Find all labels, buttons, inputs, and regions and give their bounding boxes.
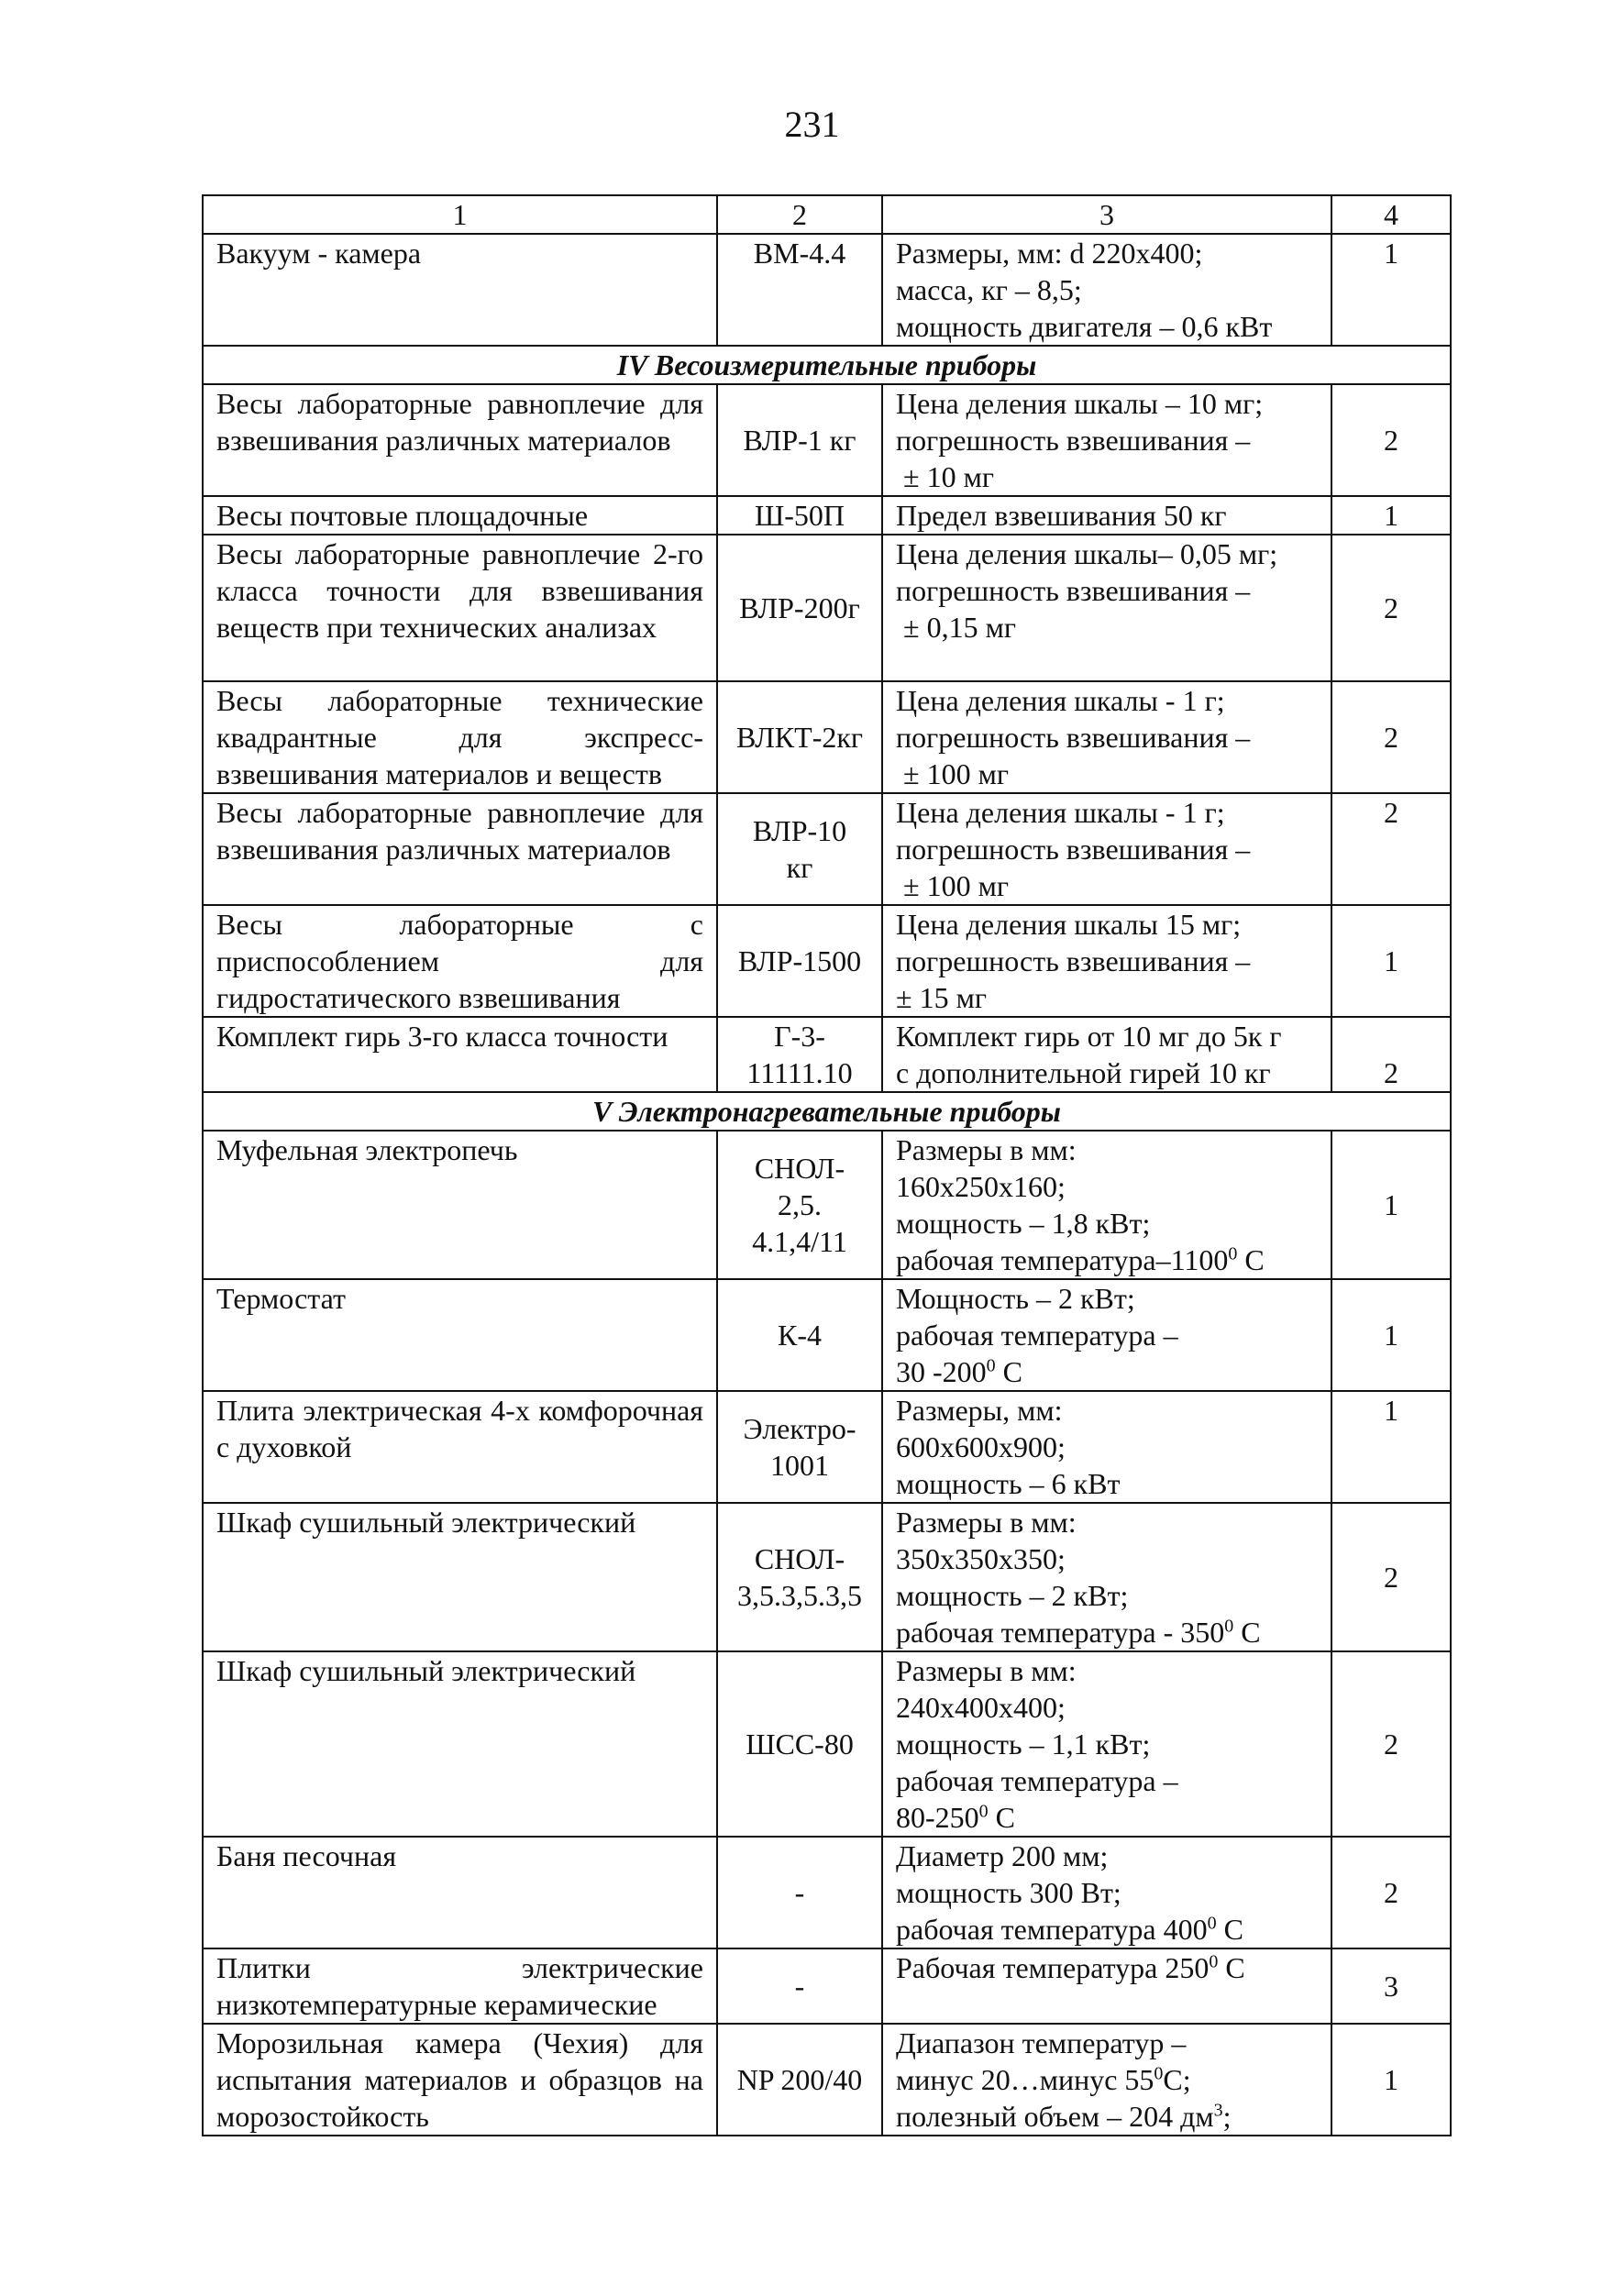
item-qty: 1 xyxy=(1331,905,1451,1017)
item-specs: Цена деления шкалы– 0,05 мг; погрешность взвешивания – ± 0,15 мг xyxy=(882,535,1331,681)
item-specs: Размеры в мм: 350х350х350; мощность – 2 кВт; рабочая температура - $350^0$ С xyxy=(882,1503,1331,1651)
item-qty: 3 xyxy=(1331,1948,1451,2024)
item-qty: 2 xyxy=(1331,384,1451,496)
item-specs: Цена деления шкалы - 1 г; погрешность взвешивания – ± 100 мг xyxy=(882,793,1331,905)
item-name: Плитки электрические низкотемпературные керамические xyxy=(203,1948,717,2024)
item-model: СНОЛ- 2,5. 4.1,4/11 xyxy=(717,1131,882,1279)
header-col-2: 2 xyxy=(717,195,882,234)
item-specs: Размеры, мм: d 220х400; масса, кг – 8,5; мощность двигателя – 0,6 кВт xyxy=(882,234,1331,346)
item-model: ВЛР-1 кг xyxy=(717,384,882,496)
item-specs: Размеры в мм: 240х400х400; мощность – 1,1 кВт; рабочая температура – $80-250^0$ С xyxy=(882,1651,1331,1837)
item-model: - xyxy=(717,1837,882,1948)
item-model: ШСС-80 xyxy=(717,1651,882,1837)
item-model: ВЛР-1500 xyxy=(717,905,882,1017)
item-name: Морозильная камера (Чехия) для испытания материалов и образцов на морозостойкость xyxy=(203,2024,717,2136)
item-model: Электро- 1001 xyxy=(717,1391,882,1503)
table-row xyxy=(203,2024,1451,2136)
item-model: ВЛКТ-2кг xyxy=(717,681,882,793)
section-row xyxy=(203,1092,1451,1131)
section-title: V Электронагревательные приборы xyxy=(203,1092,1451,1131)
item-name: Весы лабораторные равноплечие для взвешивания различных материалов xyxy=(203,384,717,496)
item-qty: 2 xyxy=(1331,793,1451,905)
item-qty: 2 xyxy=(1331,681,1451,793)
item-qty: 1 xyxy=(1331,1131,1451,1279)
item-specs: Мощность – 2 кВт; рабочая температура – 30 $-200^0$ С xyxy=(882,1279,1331,1391)
item-name: Весы лабораторные равноплечие 2-го класса точности для взвешивания веществ при технических анализах xyxy=(203,535,717,681)
item-specs: Предел взвешивания 50 кг xyxy=(882,496,1331,535)
table-row xyxy=(203,234,1451,346)
item-specs: Комплект гирь от 10 мг до 5к г с дополнительной гирей 10 кг xyxy=(882,1017,1331,1092)
item-name: Баня песочная xyxy=(203,1837,717,1948)
item-model: Ш-50П xyxy=(717,496,882,535)
header-col-1: 1 xyxy=(203,195,717,234)
table-row xyxy=(203,793,1451,905)
table-row xyxy=(203,1503,1451,1651)
section-row xyxy=(203,346,1451,384)
item-specs: Цена деления шкалы – 10 мг; погрешность взвешивания – ± 10 мг xyxy=(882,384,1331,496)
item-qty: 2 xyxy=(1331,1837,1451,1948)
item-name: Весы почтовые площадочные xyxy=(203,496,717,535)
item-qty: 1 xyxy=(1331,2024,1451,2136)
item-specs: Цена деления шкалы - 1 г; погрешность взвешивания – ± 100 мг xyxy=(882,681,1331,793)
item-model: ВЛР-10 кг xyxy=(717,793,882,905)
table-row xyxy=(203,905,1451,1017)
item-name: Весы лабораторные технические квадрантные для экспресс-взвешивания материалов и веществ xyxy=(203,681,717,793)
header-row xyxy=(203,195,1451,234)
item-qty: 2 xyxy=(1331,1503,1451,1651)
table-row xyxy=(203,1651,1451,1837)
item-model: - xyxy=(717,1948,882,2024)
item-model: ВЛР-200г xyxy=(717,535,882,681)
item-specs: Рабочая температура $250^0$ С xyxy=(882,1948,1331,2024)
table-row xyxy=(203,1017,1451,1092)
section-title: IV Весоизмерительные приборы xyxy=(203,346,1451,384)
equipment-table xyxy=(202,194,1452,2136)
item-qty: 2 xyxy=(1331,1651,1451,1837)
item-name: Термостат xyxy=(203,1279,717,1391)
table-row xyxy=(203,1948,1451,2024)
page-number: 231 xyxy=(784,104,840,145)
table-row xyxy=(203,1391,1451,1503)
item-model: К-4 xyxy=(717,1279,882,1391)
item-name: Весы лабораторные с приспособлением для гидростатического взвешивания xyxy=(203,905,717,1017)
item-qty: 1 xyxy=(1331,234,1451,346)
item-qty: 1 xyxy=(1331,496,1451,535)
item-qty: 2 xyxy=(1331,1017,1451,1092)
table-row xyxy=(203,1837,1451,1948)
header-col-3: 3 xyxy=(882,195,1331,234)
item-qty: 1 xyxy=(1331,1391,1451,1503)
table-row xyxy=(203,681,1451,793)
item-specs: Диаметр 200 мм; мощность 300 Вт; рабочая температура $400^0$ С xyxy=(882,1837,1331,1948)
item-specs: Размеры в мм: 160х250х160; мощность – 1,8 кВт; рабочая температура–1100$^0$ С xyxy=(882,1131,1331,1279)
item-model: СНОЛ- 3,5.3,5.3,5 xyxy=(717,1503,882,1651)
table-row xyxy=(203,496,1451,535)
item-model: NP 200/40 xyxy=(717,2024,882,2136)
table-row xyxy=(203,535,1451,681)
header-col-4: 4 xyxy=(1331,195,1451,234)
item-qty: 1 xyxy=(1331,1279,1451,1391)
item-qty: 2 xyxy=(1331,535,1451,681)
item-specs: Размеры, мм: 600х600х900; мощность – 6 кВт xyxy=(882,1391,1331,1503)
item-name: Плита электрическая 4-х комфорочная с духовкой xyxy=(203,1391,717,1503)
table-row xyxy=(203,1279,1451,1391)
item-name: Комплект гирь 3-го класса точности xyxy=(203,1017,717,1092)
table-row xyxy=(203,1131,1451,1279)
item-specs: Диапазон температур – минус 20…минус $55^0С$; полезный объем – 204 $дм^3$; xyxy=(882,2024,1331,2136)
item-name: Весы лабораторные равноплечие для взвешивания различных материалов xyxy=(203,793,717,905)
table-row xyxy=(203,384,1451,496)
item-model: Г-3- 11111.10 xyxy=(717,1017,882,1092)
item-name: Вакуум - камера xyxy=(203,234,717,346)
item-name: Муфельная электропечь xyxy=(203,1131,717,1279)
item-specs: Цена деления шкалы 15 мг; погрешность взвешивания – ± 15 мг xyxy=(882,905,1331,1017)
item-model: ВМ-4.4 xyxy=(717,234,882,346)
item-name: Шкаф сушильный электрический xyxy=(203,1651,717,1837)
item-name: Шкаф сушильный электрический xyxy=(203,1503,717,1651)
